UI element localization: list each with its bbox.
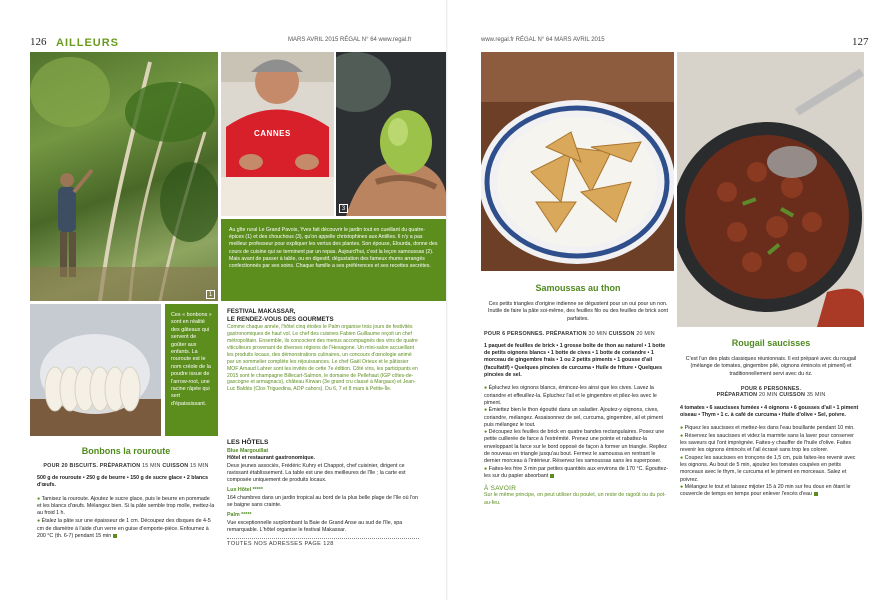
bonbons-illustration	[30, 304, 161, 436]
recipe-title: Bonbons la rouroute	[81, 446, 171, 456]
photo-rougail	[677, 52, 864, 327]
recipe-rougail	[680, 338, 862, 498]
page-number-left: 126	[30, 36, 47, 48]
recipe-step-text: Étalez la pâte sur une épaisseur de 1 cm. Découpez des disques de 4-5 cm de diamètre à l'aide d'un verre en guise d'emporte-pièce. Enfournez à 200 °C (th. 6-7) pendant 15 min	[37, 518, 211, 540]
rougail-intro: C'est l'un des plats classiques réunionnais. Il est préparé avec du rougail (mélange de tomates, gingembre pilé, oignons émincés et piment) et traditionnellement servi avec du riz.	[685, 356, 857, 377]
samoussas-step: ● Faites-les frire 3 min par petites quantités aux environs de 170 °C. Égouttez-les sur du papier absorbant	[484, 465, 669, 479]
hotel-text: 164 chambres dans un jardin tropical au bord de la plus belle plage de l'île où l'on se baigne sans crainte.	[227, 494, 419, 509]
hotels-footer: TOUTES NOS ADRESSES PAGE 128	[227, 538, 419, 547]
photo-samoussas	[481, 52, 674, 271]
recipe-samoussas	[484, 283, 672, 507]
intro-text: Au gîte rural Le Grand Pavois, Yves fait découvrir le jardin tout en cueillant du quatre-épices (1) et des chouchous (3), qu'on appelle christophines aux Antilles. Il n'y a pas meilleur professeur pour expliquer les vertus des plantes. Son épouse, Elourda, donne des cours de cuisine qui se terminent par un repas. Aujourd'hui, c'est la leçon samoussas (2). Mais avant de passer à table, ou en digestif, dégustation des fameux rhums arrangés confectionnés par ses soins. Chaque famille a ses préférences et ses recettes secrètes.	[229, 227, 438, 270]
section-title: AILLEURS	[56, 37, 119, 49]
intro-box	[221, 219, 447, 301]
samoussas-cook: 20 MIN	[636, 330, 655, 337]
recipe-cook-label: CUISSON	[162, 463, 189, 469]
samoussas-ingredients: 1 paquet de feuilles de brick • 1 grosse boîte de thon au naturel • 1 botte de petits oignons blancs • 1 botte de cives • 1 botte de coriandre • 1 morceau de gingembre frais • 1 ou 2 petits piments • 1 gousse d'ail (facultatif) • Quelques pincées de curcuma • Huile de friture • Quelques pincées de sel.	[484, 342, 666, 379]
festival-title-1: FESTIVAL MAKASSAR,	[227, 308, 296, 315]
rougail-step-text: Mélangez le tout et laissez mijoter 15 à 20 min sur feu doux en ôtant le couvercle de temps en temps pour enlever l'excès d'eau	[680, 483, 851, 498]
rougail-cook-label: CUISSON	[779, 391, 806, 398]
recipe-ingredients: 500 g de rouroute • 250 g de beurre • 150 g de sucre glace • 2 blancs d'œufs.	[37, 475, 209, 489]
festival-title-2: LE RENDEZ-VOUS DES GOURMETS	[227, 315, 334, 323]
samoussas-step: ● Émiettez bien le thon égoutté dans un saladier. Ajoutez-y oignons, cives, coriandre, mélangez. Assaisonnez de sel, curcuma, gingembre, ail et piment puis mélangez le tout.	[484, 407, 664, 428]
end-mark	[550, 474, 554, 478]
hotel-name: Lux Hôtel *****	[227, 487, 263, 494]
rougail-step: ● Coupez les saucisses en tronçons de 1,5 cm, puis faites-les revenir avec les oignons. Au bout de 5 min, ajoutez les tomates coupées en petits morceaux avec le thym, le curcuma et le piment en morceaux. Salez et poivrez.	[680, 454, 856, 483]
rougail-prep-label: PRÉPARATION	[716, 391, 758, 398]
recipe-people: POUR 20 BISCUITS.	[43, 463, 99, 469]
hotel-item	[227, 448, 419, 484]
rougail-step-text: Coupez les saucisses en tronçons de 1,5 cm, puis faites-les revenir avec les oignons. Au bout de 5 min, ajoutez les tomates coupées en petits morceaux avec le thym, le curcuma et le piment en morceaux. Salez et poivrez.	[680, 454, 856, 483]
recipe-step: ● Étalez la pâte sur une épaisseur de 1 cm. Découpez des disques de 4-5 cm de diamètre à l'aide d'un verre en guise d'emporte-pièce. Enfournez à 200 °C (th. 6-7) pendant 15 min	[37, 518, 211, 540]
photo-chouchou	[336, 52, 447, 216]
samoussas-step-text: Faites-les frire 3 min par petites quantités aux environs de 170 °C. Égouttez-les sur du papier absorbant	[484, 465, 669, 479]
rougail-illustration	[677, 52, 864, 327]
festival-block	[227, 308, 419, 393]
rougail-people: POUR 6 PERSONNES.	[740, 385, 802, 392]
hotel-name: Palm *****	[227, 512, 252, 519]
recipe-step-text: Tamisez la rouroute. Ajoutez le sucre glace, puis le beurre en pommade et les blancs d'œufs. Mélangez bien. Si la pâte semble trop molle, mettez-la au froid 1 h.	[37, 495, 215, 517]
recipe-prep: 15 MIN	[142, 463, 161, 469]
samoussas-people: POUR 6 PERSONNES.	[484, 330, 545, 337]
recipe-step: ● Tamisez la rouroute. Ajoutez le sucre glace, puis le beurre en pommade et les blancs d'œufs. Mélangez bien. Si la pâte semble trop molle, mettez-la au froid 1 h.	[37, 495, 215, 517]
header-meta-left: MARS AVRIL 2015 RÉGAL N° 64 www.regal.fr	[288, 37, 412, 43]
side-box-text: Ces « bonbons » sont en réalité des gâteaux qui servent de goûter aux enfants. La rouroute est le nom créole de la poudre issue de l'arrow-root, une racine râpée qui sert d'épaississant.	[171, 312, 212, 407]
samoussas-illustration	[481, 52, 674, 271]
side-box	[165, 304, 218, 436]
tshirt-text: CANNES	[254, 129, 291, 138]
garden-illustration	[30, 52, 218, 301]
samoussas-meta	[484, 331, 672, 337]
header-meta-right: www.regal.fr RÉGAL N° 64 MARS AVRIL 2015	[481, 37, 605, 43]
photo-gardener	[30, 52, 218, 301]
right-page	[448, 0, 896, 600]
samoussas-intro: Ces petits triangles d'origine indienne se dégustent pour un oui pour un non. Inutile de faire la pâte soi-même, des feuilles filo ou des feuilles de brick sont parfaites.	[488, 301, 668, 322]
samoussas-step-text: Émiettez bien le thon égoutté dans un saladier. Ajoutez-y oignons, cives, coriandre, mélangez. Assaisonnez de sel, curcuma, gingembre, ail et piment puis mélangez le tout.	[484, 407, 664, 428]
rougail-step-text: Piquez les saucisses et mettez-les dans l'eau bouillante pendant 10 min.	[684, 425, 855, 432]
rougail-title: Rougail saucisses	[731, 338, 811, 348]
rougail-prep: 20 MIN	[758, 391, 778, 398]
recipe-prep-label: PRÉPARATION	[99, 463, 141, 469]
end-mark	[814, 492, 818, 496]
rougail-cook: 35 MIN	[806, 391, 826, 398]
page-number-right: 127	[852, 36, 869, 48]
recipe-bonbons	[37, 446, 215, 540]
samoussas-prep: 30 MIN	[588, 330, 607, 337]
rougail-step: ● Réservez les saucisses et videz la marmite sans la laver pour conserver les saveurs qui l'ont imprégnée. Faites-y chauffer de l'huile d'olive. Faites revenir les oignons émincés et l'ail écrasé sans trop les colorer.	[680, 432, 854, 454]
hotel-item	[227, 512, 419, 534]
recipe-meta	[37, 463, 215, 469]
hotel-name: Blue Margouillat	[227, 448, 269, 454]
photo-cook	[221, 52, 334, 216]
rougail-step: ● Piquez les saucisses et mettez-les dans l'eau bouillante pendant 10 min.	[680, 425, 855, 432]
savoir-text: Sur le même principe, on peut utiliser du poulet, un reste de ragoût ou du pot-au-feu.	[484, 492, 666, 506]
photo-badge-1: 1	[206, 290, 215, 299]
photo-badge-3: 3	[339, 204, 348, 213]
samoussas-cook-label: CUISSON	[608, 330, 635, 337]
samoussas-step: ● Épluchez les oignons blancs, émincez-les ainsi que les cives. Lavez la coriandre et effeuillez-la. Épluchez l'ail et le gingembre et pilez-les avec le piment.	[484, 385, 657, 406]
hotel-text: Vue exceptionnelle surplombant la Baie de Grand Anse au sud de l'île, spa remarquable. L'hôtel organise le festival Makassar.	[227, 519, 403, 533]
photo-bonbons	[30, 304, 161, 436]
recipe-cook: 15 MIN	[190, 463, 209, 469]
hotel-text: Deux jeunes associés, Frédéric Kuhry et Chappot, chef cuisinier, dirigent ce ravissant établissement. La table est une des meilleures de l'île ; la carte est composée uniquement de produits locaux.	[227, 462, 406, 484]
samoussas-step: ● Découpez les feuilles de brick en quatre bandes rectangulaires. Posez une petite cuillerée de farce à l'extrémité. Prenez une pointe et rabattez-la enveloppant la farce sur le bord opposé de façon à former un triangle. Repliez de nouveau en triangle jusqu'au bout. Fermez le samoussa en rentrant le dernier morceau à l'intérieur. Réservez les samoussas sans les superposer.	[484, 429, 667, 465]
rougail-ingredients: 4 tomates • 6 saucisses fumées • 4 oignons • 6 gousses d'ail • 1 piment oiseau • Thym • 1 c. à café de curcuma • Huile d'olive • Sel, poivre.	[680, 404, 859, 419]
hotel-item	[227, 487, 419, 509]
savoir-title: À SAVOIR	[484, 485, 517, 493]
samoussas-title: Samoussas au thon	[535, 283, 621, 293]
samoussas-step-text: Épluchez les oignons blancs, émincez-les ainsi que les cives. Lavez la coriandre et effeuillez-la. Épluchez l'ail et le gingembre et pilez-les avec le piment.	[484, 385, 657, 406]
hotels-block	[227, 439, 419, 547]
end-mark	[113, 534, 117, 538]
chouchou-illustration	[336, 52, 447, 216]
hotels-title: LES HÔTELS	[227, 439, 269, 446]
samoussas-prep-label: PRÉPARATION	[546, 330, 587, 337]
samoussas-step-text: Découpez les feuilles de brick en quatre bandes rectangulaires. Posez une petite cuillerée de farce à l'extrémité. Prenez une pointe et rabattez-la enveloppant la farce sur le bord opposé de façon à former un triangle. Repliez de nouveau en triangle jusqu'au bout. Fermez le samoussa en rentrant le dernier morceau à l'intérieur. Réservez les samoussas sans les superposer.	[484, 429, 667, 465]
hotel-sub: Hôtel et restaurant gastronomique.	[227, 455, 316, 462]
festival-text: Comme chaque année, l'hôtel cinq étoiles le Palm organise trois jours de festivités gastronomiques de haut vol. Le chef des cuisines Fabien Guillaume reçoit un chef métropolitain. Ensemble, ils concoctent des menus accompagnés des vins de quatre viticulteurs provenant de diverses régions de l'Hexagone. Un mini-salon accueillant les produits locaux, des démonstrations culinaires, un concours d'œnologie animé par un sommelier complète les réjouissances. Le chef Gaël Orieux et le pâtissier MOF Arnaud Lahrer sont les invités de cette 7e édition. Côté vins, les participants en 2015 sont le champagne Billecart-Salmon, le domaine de Pellehaut (IGP côtes-de-gascogne et armagnacs), château Kirwan (3e grand cru classé à Margaux) et Jean-Luc Baldès (Clos Triguedina, AOP cahors). Du 6, 7 et 8 mars à Petite-Île.	[227, 324, 418, 393]
rougail-step: ● Mélangez le tout et laissez mijoter 15 à 20 min sur feu doux en ôtant le couvercle de temps en temps pour enlever l'excès d'eau	[680, 483, 851, 498]
rougail-meta	[680, 386, 862, 398]
rougail-step-text: Réservez les saucisses et videz la marmite sans la laver pour conserver les saveurs qui l'ont imprégnée. Faites-y chauffer de l'huile d'olive. Faites revenir les oignons émincés et l'ail écrasé sans trop les colorer.	[680, 432, 854, 454]
